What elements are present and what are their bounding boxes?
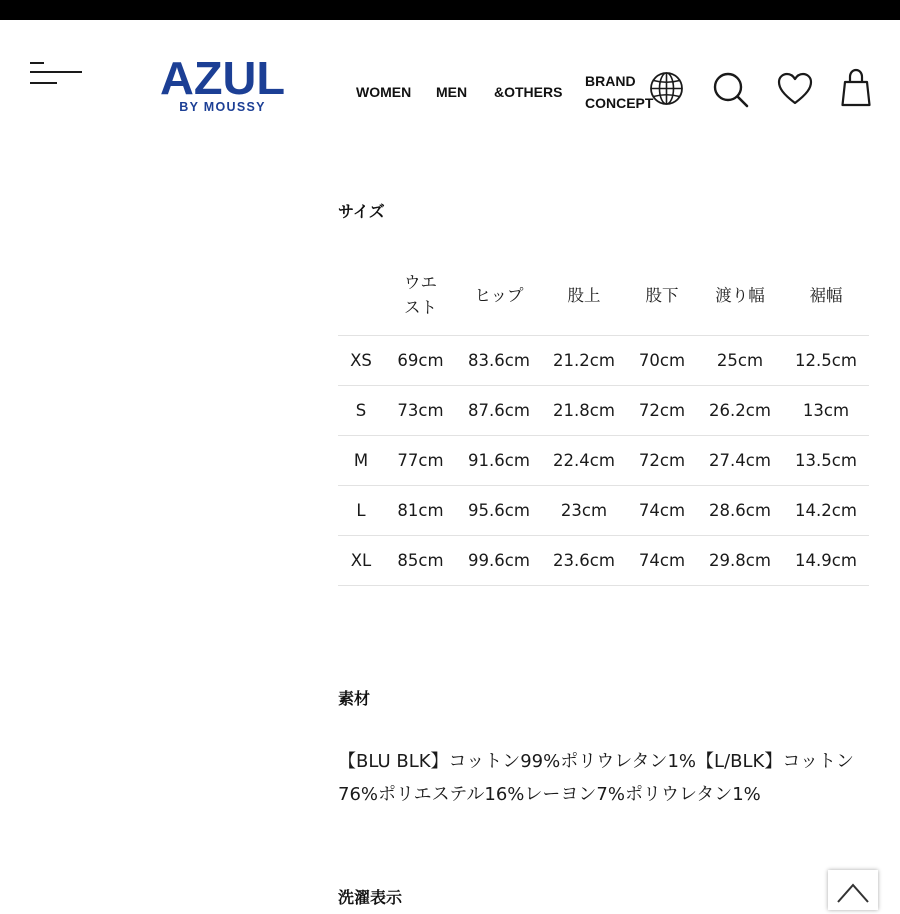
table-row <box>338 536 869 586</box>
table-cell: 27.4cm <box>697 436 783 486</box>
table-cell: 14.9cm <box>783 536 869 586</box>
table-cell: 21.2cm <box>541 336 627 386</box>
table-row <box>338 486 869 536</box>
table-cell: 69cm <box>384 336 457 386</box>
nav-women[interactable]: WOMEN <box>356 84 412 100</box>
heart-icon[interactable] <box>777 72 813 106</box>
logo-wordmark: AZUL <box>159 52 286 104</box>
table-cell: 74cm <box>627 486 697 536</box>
nav-brand-concept-line1: BRAND <box>585 73 636 89</box>
size-table-header-hip: ヒップ <box>457 255 541 336</box>
table-cell: 74cm <box>627 536 697 586</box>
table-cell: 25cm <box>697 336 783 386</box>
table-cell: 85cm <box>384 536 457 586</box>
size-section-title: サイズ <box>338 202 385 221</box>
table-cell: 73cm <box>384 386 457 436</box>
size-table-header-row <box>338 255 869 336</box>
table-row <box>338 336 869 386</box>
chevron-up-icon <box>828 870 878 910</box>
size-table-header-inseam: 股下 <box>627 255 697 336</box>
size-label-cell: M <box>338 436 384 486</box>
material-text: 【BLU BLK】コットン99%ポリウレタン1%【L/BLK】コットン76%ポリエステル16%レーヨン7%ポリウレタン1% <box>338 751 854 805</box>
table-cell: 23.6cm <box>541 536 627 586</box>
size-table-header-rise: 股上 <box>541 255 627 336</box>
back-to-top-button[interactable] <box>828 870 878 910</box>
size-label-cell: L <box>338 486 384 536</box>
table-cell: 72cm <box>627 386 697 436</box>
logo-subtitle: BY MOUSSY <box>179 100 266 114</box>
menu-icon-line <box>30 62 44 64</box>
top-status-bar <box>0 0 900 20</box>
bag-icon[interactable] <box>840 68 872 108</box>
table-cell: 83.6cm <box>457 336 541 386</box>
table-cell: 87.6cm <box>457 386 541 436</box>
search-icon[interactable] <box>711 70 751 110</box>
globe-icon[interactable] <box>649 71 684 106</box>
table-cell: 21.8cm <box>541 386 627 436</box>
size-table <box>338 255 869 586</box>
nav-others[interactable]: &OTHERS <box>494 84 563 100</box>
table-cell: 14.2cm <box>783 486 869 536</box>
table-cell: 29.8cm <box>697 536 783 586</box>
size-label-cell: XL <box>338 536 384 586</box>
size-table-header-thigh: 渡り幅 <box>697 255 783 336</box>
size-table-header <box>338 255 384 336</box>
menu-button[interactable] <box>26 58 86 90</box>
table-cell: 22.4cm <box>541 436 627 486</box>
nav-men[interactable]: MEN <box>436 84 468 100</box>
table-cell: 81cm <box>384 486 457 536</box>
nav-brand-concept[interactable] <box>585 70 653 114</box>
table-cell: 13.5cm <box>783 436 869 486</box>
table-cell: 28.6cm <box>697 486 783 536</box>
size-table-header-hem: 裾幅 <box>783 255 869 336</box>
care-section-title: 洗濯表示 <box>338 888 403 907</box>
size-table-header-waist: ウエ スト <box>384 255 457 336</box>
size-label-cell: XS <box>338 336 384 386</box>
table-cell: 70cm <box>627 336 697 386</box>
table-cell: 77cm <box>384 436 457 486</box>
table-cell: 13cm <box>783 386 869 436</box>
nav-brand-concept-line2: CONCEPT <box>585 95 654 111</box>
table-cell: 26.2cm <box>697 386 783 436</box>
menu-icon-line <box>30 71 82 73</box>
size-label-cell: S <box>338 386 384 436</box>
table-cell: 95.6cm <box>457 486 541 536</box>
table-cell: 99.6cm <box>457 536 541 586</box>
table-cell: 23cm <box>541 486 627 536</box>
table-cell: 72cm <box>627 436 697 486</box>
table-cell: 91.6cm <box>457 436 541 486</box>
menu-icon-line <box>30 82 57 84</box>
table-row <box>338 386 869 436</box>
table-cell: 12.5cm <box>783 336 869 386</box>
table-row <box>338 436 869 486</box>
brand-logo[interactable] <box>150 52 295 125</box>
material-section-title: 素材 <box>338 689 371 708</box>
